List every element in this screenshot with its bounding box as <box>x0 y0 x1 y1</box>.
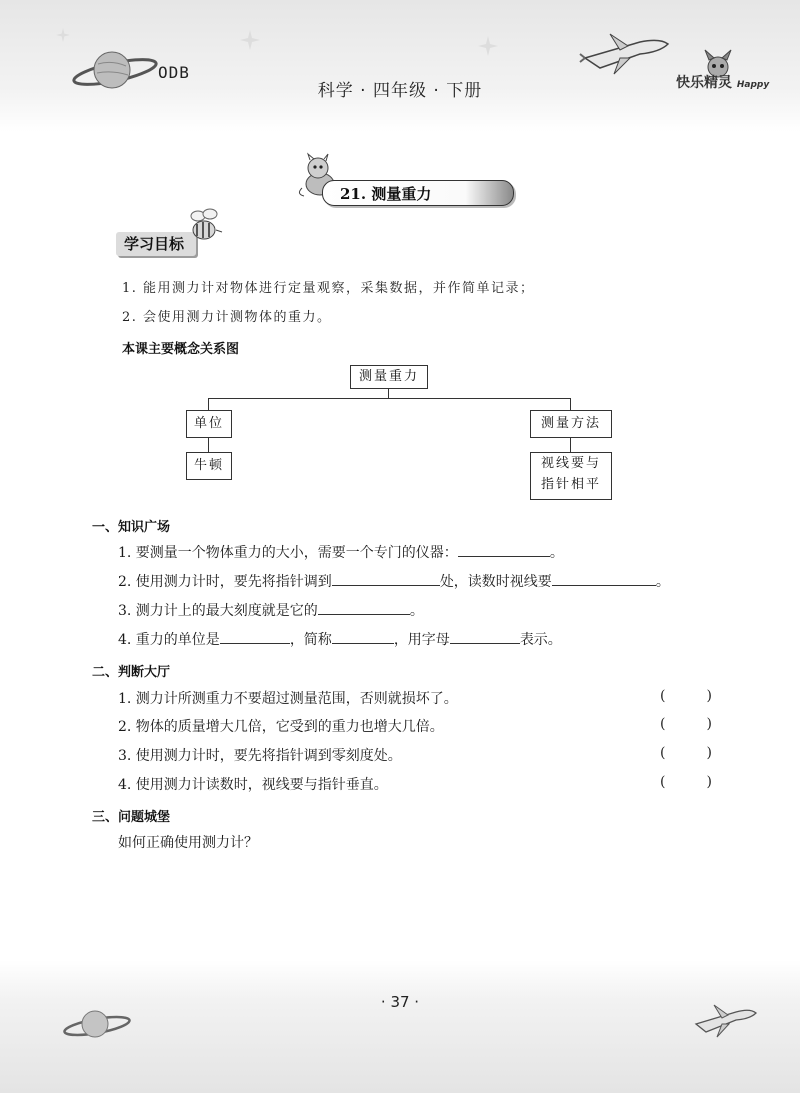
judgment-item: 4. 使用测力计读数时，视线要与指针垂直。 <box>118 777 388 793</box>
diagram-sightline-line: 指针相平 <box>540 477 601 492</box>
diagram-unit-box: 单位 <box>186 410 232 438</box>
answer-parentheses[interactable] <box>660 774 712 790</box>
question-text: 。 <box>409 603 424 619</box>
diagram-connector <box>570 398 571 410</box>
question-4 <box>118 629 562 649</box>
space-shuttle-icon <box>580 28 670 78</box>
question-text: 。 <box>655 574 670 590</box>
question-text: 4. 重力的单位是 <box>118 632 220 648</box>
judgment-item: 1. 测力计所测重力不要超过测量范围，否则就损坏了。 <box>118 691 458 707</box>
diagram-method-box: 测量方法 <box>530 410 612 438</box>
question-1 <box>118 542 564 562</box>
header-logo-text: ODB <box>158 63 190 82</box>
answer-blank[interactable] <box>450 629 520 644</box>
question-text: 2. 使用测力计时，要先将指针调到 <box>118 574 332 590</box>
objective-item: 1. 能用测力计对物体进行定量观察，采集数据，并作简单记录； <box>122 281 535 296</box>
answer-parentheses[interactable] <box>660 688 712 704</box>
brand-logo <box>676 72 769 92</box>
open-question: 如何正确使用测力计？ <box>118 835 258 851</box>
diagram-connector <box>208 437 209 452</box>
paren-close: ) <box>706 774 712 790</box>
diagram-heading: 本课主要概念关系图 <box>122 342 240 357</box>
answer-blank[interactable] <box>458 542 550 557</box>
sparkle-icon <box>56 28 70 42</box>
diagram-connector <box>208 398 209 410</box>
answer-blank[interactable] <box>332 571 440 586</box>
question-2 <box>118 571 670 591</box>
brand-text: 快乐精灵 <box>676 75 732 91</box>
section-title-judgment: 二、判断大厅 <box>92 665 171 680</box>
paren-close: ) <box>706 716 712 732</box>
answer-blank[interactable] <box>318 600 410 615</box>
question-text: 。 <box>549 545 564 561</box>
diagram-connector <box>570 437 571 452</box>
diagram-sightline-line: 视线要与 <box>540 456 601 471</box>
sparkle-icon <box>240 30 260 50</box>
page-number: · 37 · <box>380 993 420 1011</box>
paren-close: ) <box>706 688 712 704</box>
paren-open: ( <box>660 716 666 732</box>
objectives-badge: 学习目标 <box>116 232 196 256</box>
question-text: 3. 测力计上的最大刻度就是它的 <box>118 603 318 619</box>
answer-blank[interactable] <box>220 629 290 644</box>
paren-open: ( <box>660 745 666 761</box>
space-shuttle-icon <box>692 1000 758 1040</box>
paren-close: ) <box>706 745 712 761</box>
paren-open: ( <box>660 688 666 704</box>
brand-english: Happy <box>736 80 770 90</box>
section-title-question-castle: 三、问题城堡 <box>92 810 171 825</box>
objective-item: 2. 会使用测力计测物体的重力。 <box>122 310 332 325</box>
question-text: 表示。 <box>519 632 562 648</box>
sparkle-icon <box>478 36 498 56</box>
diagram-root-box: 测量重力 <box>350 365 428 389</box>
question-text: 处，读数时视线要 <box>439 574 552 590</box>
answer-parentheses[interactable] <box>660 716 712 732</box>
answer-parentheses[interactable] <box>660 745 712 761</box>
paren-open: ( <box>660 774 666 790</box>
diagram-sightline-box <box>530 452 612 500</box>
bee-icon <box>186 206 222 246</box>
answer-blank[interactable] <box>332 629 394 644</box>
diagram-newton-box: 牛顿 <box>186 452 232 480</box>
answer-blank[interactable] <box>552 571 656 586</box>
question-3 <box>118 600 424 620</box>
judgment-item: 2. 物体的质量增大几倍，它受到的重力也增大几倍。 <box>118 719 444 735</box>
section-title-knowledge: 一、知识广场 <box>92 520 171 535</box>
question-text: 1. 要测量一个物体重力的大小，需要一个专门的仪器： <box>118 545 458 561</box>
question-text: ，用字母 <box>393 632 450 648</box>
judgment-item: 3. 使用测力计时，要先将指针调到零刻度处。 <box>118 748 402 764</box>
book-title: 科学 · 四年级 · 下册 <box>317 81 483 101</box>
chapter-title: 21. 测量重力 <box>340 185 432 203</box>
question-text: ，简称 <box>289 632 332 648</box>
diagram-connector <box>208 398 570 399</box>
